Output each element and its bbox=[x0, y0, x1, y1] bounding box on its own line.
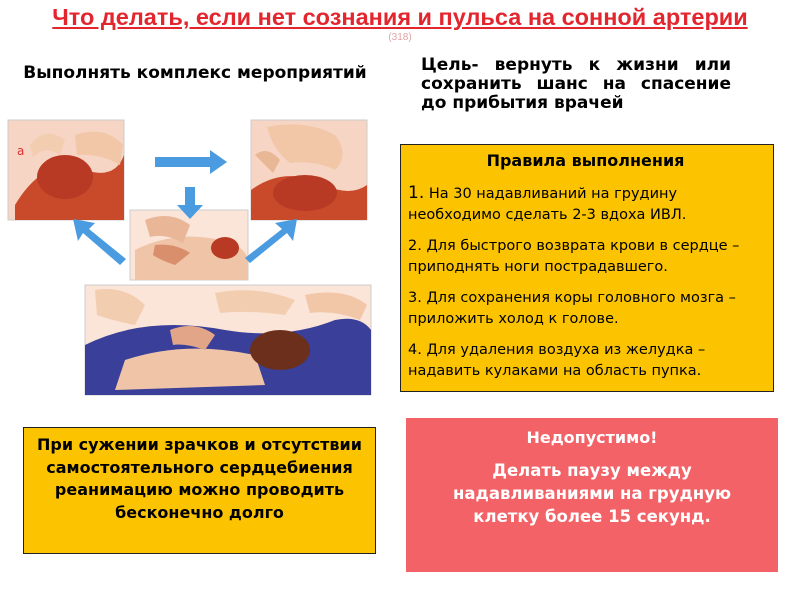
rule-item-1 bbox=[408, 183, 763, 226]
cpr-illustration bbox=[5, 115, 377, 413]
rule-number: 3. bbox=[408, 290, 422, 306]
rule-number: 1. bbox=[408, 183, 425, 203]
warning-text: Делать паузу между надавливаниями на грудную клетку более 15 секунд. bbox=[453, 461, 731, 526]
rule-item-3 bbox=[408, 288, 763, 330]
rules-box bbox=[400, 144, 774, 392]
rule-number: 4. bbox=[408, 342, 422, 358]
slide-number: (318) bbox=[388, 32, 412, 43]
rule-text: Для удаления воздуха из желудка – надавить кулаками на область пупка. bbox=[408, 342, 706, 379]
rule-number: 2. bbox=[408, 238, 422, 254]
panel-head-tilt bbox=[8, 120, 124, 220]
rule-item-2 bbox=[408, 236, 763, 278]
panel-rescue-breath bbox=[251, 120, 367, 220]
warning-title: Недопустимо! bbox=[526, 428, 658, 447]
rule-text: На 30 надавливаний на грудину необходимо сделать 2-3 вдоха ИВЛ. bbox=[408, 186, 687, 223]
rule-item-4 bbox=[408, 340, 763, 382]
goal-heading: Цель- вернуть к жизни или сохранить шанс на спасение до прибытия врачей bbox=[421, 55, 731, 113]
rule-text: Для сохранения коры головного мозга – приложить холод к голове. bbox=[408, 290, 736, 327]
panel-two-rescuers bbox=[85, 285, 371, 395]
left-heading: Выполнять комплекс мероприятий bbox=[23, 63, 367, 83]
rules-title: Правила выполнения bbox=[486, 151, 685, 170]
warning-box bbox=[406, 418, 778, 572]
resuscitation-note-box: При сужении зрачков и отсутствии самостоятельного сердцебиения реанимацию можно проводить бесконечно долго bbox=[23, 427, 376, 554]
panel-compressions bbox=[130, 210, 248, 280]
svg-text:a: a bbox=[17, 144, 25, 158]
slide-title: Что делать, если нет сознания и пульса на сонной артерии bbox=[52, 4, 748, 30]
rule-text: Для быстрого возврата крови в сердце – приподнять ноги пострадавшего. bbox=[408, 238, 740, 275]
